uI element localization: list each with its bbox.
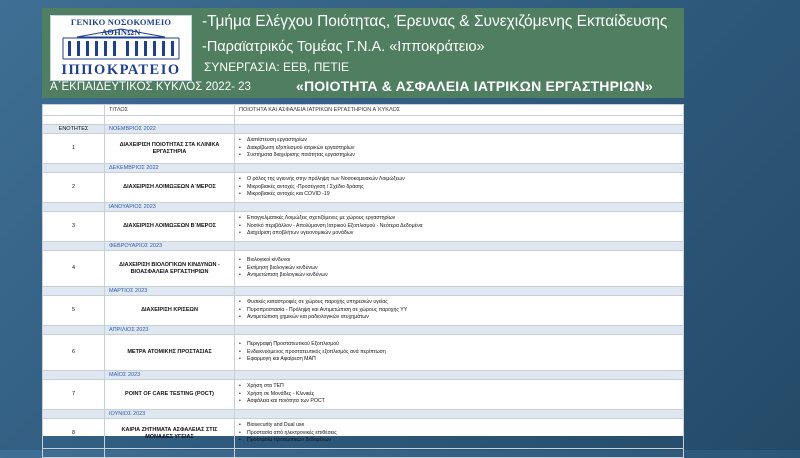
unit-number: 1	[43, 134, 105, 164]
unit-title: ΔΙΑΧΕΙΡΙΣΗ ΛΟΙΜΩΞΕΩΝ Β΄ΜΕΡΟΣ	[105, 212, 235, 242]
collaboration-line: ΣΥΝΕΡΓΑΣΙΑ: ΕΕΒ, ΠΕΤΙΕ	[204, 60, 350, 74]
unit-number: 4	[43, 251, 105, 287]
header-label: ΤΙΤΛΟΣ	[105, 105, 235, 116]
schedule-table	[42, 104, 684, 458]
month-label: ΦΕΒΡΟΥΑΡΙΟΣ 2023	[105, 242, 235, 251]
topic-item: • Συστήματα διαχείρισης ποιότητας εργαστηρίων	[247, 152, 679, 160]
department-line: -Τμήμα Ελέγχου Ποιότητας, Έρευνας & Συνεχιζόμενης Εκπαίδευσης	[202, 13, 668, 30]
topic-item: • Διακρίβωση εξοπλισμού ιατρικών εργαστηρίων	[247, 145, 679, 153]
unit-title: ΔΙΑΧΕΙΡΙΣΗ ΛΟΙΜΩΞΕΩΝ Α΄ΜΕΡΟΣ	[105, 173, 235, 203]
unit-title: ΜΕΤΡΑ ΑΤΟΜΙΚΗΣ ΠΡΟΣΤΑΣΙΑΣ	[105, 335, 235, 371]
month-label: ΔΕΚΕΜΒΡΙΟΣ 2022	[105, 164, 235, 173]
unit-row	[43, 134, 684, 164]
schedule-document	[42, 104, 684, 444]
topic-item: • Biosecurity and Dual use	[247, 422, 679, 430]
topic-item: • Μικροβιακές αντοχές -Προσέγγιση / Σχέδιο δράσης	[247, 184, 679, 192]
unit-number: 3	[43, 212, 105, 242]
month-row	[43, 164, 684, 173]
topic-item: • Χρήση σε Μονάδες - Κλινικές	[247, 391, 679, 399]
topic-item: • Βιολογικοί κίνδυνοι	[247, 257, 679, 265]
topic-item: • Ασφάλεια και ποιότητα των POCT	[247, 398, 679, 406]
month-label: ΜΑΡΤΙΟΣ 2023	[105, 287, 235, 296]
hospital-logo	[50, 15, 192, 81]
spacer-row	[43, 116, 684, 125]
unit-title: ΔΙΑΧΕΙΡΙΣΗ ΠΟΙΟΤΗΤΑΣ ΣΤΑ ΚΛΙΝΙΚΑ ΕΡΓΑΣΤΗΡΙΑ	[105, 134, 235, 164]
topic-item: • Διαχείριση αποβλήτων υγειονομικών μονάδων	[247, 230, 679, 238]
unit-topics	[235, 212, 684, 242]
topic-item: • Εκτίμηση βιολογικών κινδύνων	[247, 265, 679, 273]
month-label: ΙΑΝΟΥΑΡΙΟΣ 2023	[105, 203, 235, 212]
unit-row	[43, 419, 684, 449]
month-row	[43, 371, 684, 380]
unit-topics	[235, 419, 684, 449]
month-label: ΑΠΡΙΛΙΟΣ 2023	[105, 326, 235, 335]
unit-number: 8	[43, 419, 105, 449]
logo-top-text: ΓΕΝΙΚΟ ΝΟΣΟΚΟΜΕΙΟ ΑΘΗΝΩΝ	[70, 17, 172, 37]
unit-topics	[235, 251, 684, 287]
unit-title: ΚΑΙΡΙΑ ΖΗΤΗΜΑΤΑ ΑΣΦΑΛΕΙΑΣ ΣΤΙΣ ΜΟΝΑΔΕΣ ΥΓΕΙΑΣ	[105, 419, 235, 449]
topic-item: • Προστασία προσωπικών δεδομένων	[247, 437, 679, 445]
unit-number: 2	[43, 173, 105, 203]
table-header-row	[43, 105, 684, 116]
topic-item: • Ο ρόλος της υγιεινής στην πρόληψη των Νοσοκομειακών Λοιμώξεων	[247, 176, 679, 184]
topic-item: • Μικροβιακές αντοχές και COVID -19	[247, 191, 679, 199]
topic-item: • Εφαρμογή και Αφαίρεση ΜΑΠ	[247, 356, 679, 364]
building-icon	[57, 28, 185, 61]
topic-item: • Διαπίστευση εργαστηρίων	[247, 137, 679, 145]
month-label: ΜΑΪΟΣ 2023	[105, 371, 235, 380]
month-row	[43, 326, 684, 335]
topic-item: • Νοσ/κό περιβάλλον - Απολύμανση Ιατρικού Εξοπλισμού - Νεότερα Δεδομένα	[247, 223, 679, 231]
unit-row	[43, 212, 684, 242]
month-row	[43, 125, 684, 134]
unit-title: ΔΙΑΧΕΙΡΙΣΗ ΒΙΟΛΟΓΙΚΩΝ ΚΙΝΔΥΝΩΝ - ΒΙΟΑΣΦΑΛΕΙΑ ΕΡΓΑΣΤΗΡΙΩΝ	[105, 251, 235, 287]
month-row	[43, 287, 684, 296]
unit-topics	[235, 173, 684, 203]
month-label: ΙΟΥΝΙΟΣ 2023	[105, 410, 235, 419]
topic-item: • Περιγραφή Προστατευτικού Εξοπλισμού	[247, 341, 679, 349]
topic-item: • Φυσικές καταστροφές σε χώρους παροχής υπηρεσιών υγείας	[247, 299, 679, 307]
topic-item: • Προστασία από ηλεκτρονικές επιθέσεις	[247, 430, 679, 438]
month-label: ΝΟΕΜΒΡΙΟΣ 2022	[105, 125, 235, 134]
units-label: ΕΝΟΤΗΤΕΣ	[43, 125, 105, 134]
unit-row	[43, 173, 684, 203]
unit-row	[43, 335, 684, 371]
topic-item: • Αντιμετώπιση βιολογικών κινδύνων	[247, 272, 679, 280]
month-row	[43, 242, 684, 251]
topic-item: • Πυροπροστασία - Πρόληψη και Αντιμετώπιση σε χώρους παροχής ΥΥ	[247, 307, 679, 315]
unit-number: 5	[43, 296, 105, 326]
topic-item: • Χρήση στα ΤΕΠ	[247, 383, 679, 391]
topic-item: • Ενδεικνυόμενος προστατευτικός εξοπλισμός ανά περίπτωση	[247, 349, 679, 357]
unit-topics	[235, 296, 684, 326]
program-title: «ΠΟΙΟΤΗΤΑ & ΑΣΦΑΛΕΙΑ ΙΑΤΡΙΚΩΝ ΕΡΓΑΣΤΗΡΙΩΝ»	[296, 78, 653, 94]
month-row	[43, 203, 684, 212]
unit-topics	[235, 134, 684, 164]
unit-number: 7	[43, 380, 105, 410]
unit-number: 6	[43, 335, 105, 371]
sector-line: -Παραϊατρικός Τομέας Γ.Ν.Α. «Ιπποκράτειο»	[202, 39, 485, 55]
cycle-label: Α΄ΕΚΠΑΙΔΕΥΤΙΚΟΣ ΚΥΚΛΟΣ 2022- 23	[50, 81, 251, 93]
unit-topics	[235, 335, 684, 371]
unit-title: ΔΙΑΧΕΙΡΙΣΗ ΚΡΙΣΕΩΝ	[105, 296, 235, 326]
unit-row	[43, 380, 684, 410]
unit-topics	[235, 380, 684, 410]
header-banner	[42, 8, 684, 98]
unit-row	[43, 251, 684, 287]
topic-item: • Επαγγελματικές Λοιμώξεις σχετιζόμενες με χώρους εργαστηρίων	[247, 215, 679, 223]
unit-row	[43, 296, 684, 326]
month-row	[43, 410, 684, 419]
topic-item: • Αντιμετώπιση χημικών και ραδιολογικών ατυχημάτων	[247, 314, 679, 322]
logo-bottom-text: ΙΠΠΟΚΡΑΤΕΙΟ	[61, 62, 181, 78]
header-value: ΠΟΙΟΤΗΤΑ ΚΑΙ ΑΣΦΑΛΕΙΑ ΙΑΤΡΙΚΩΝ ΕΡΓΑΣΤΗΡΙΩΝ Α΄ΚΥΚΛΟΣ	[235, 105, 684, 116]
unit-title: POINT OF CARE TESTING (POCT)	[105, 380, 235, 410]
